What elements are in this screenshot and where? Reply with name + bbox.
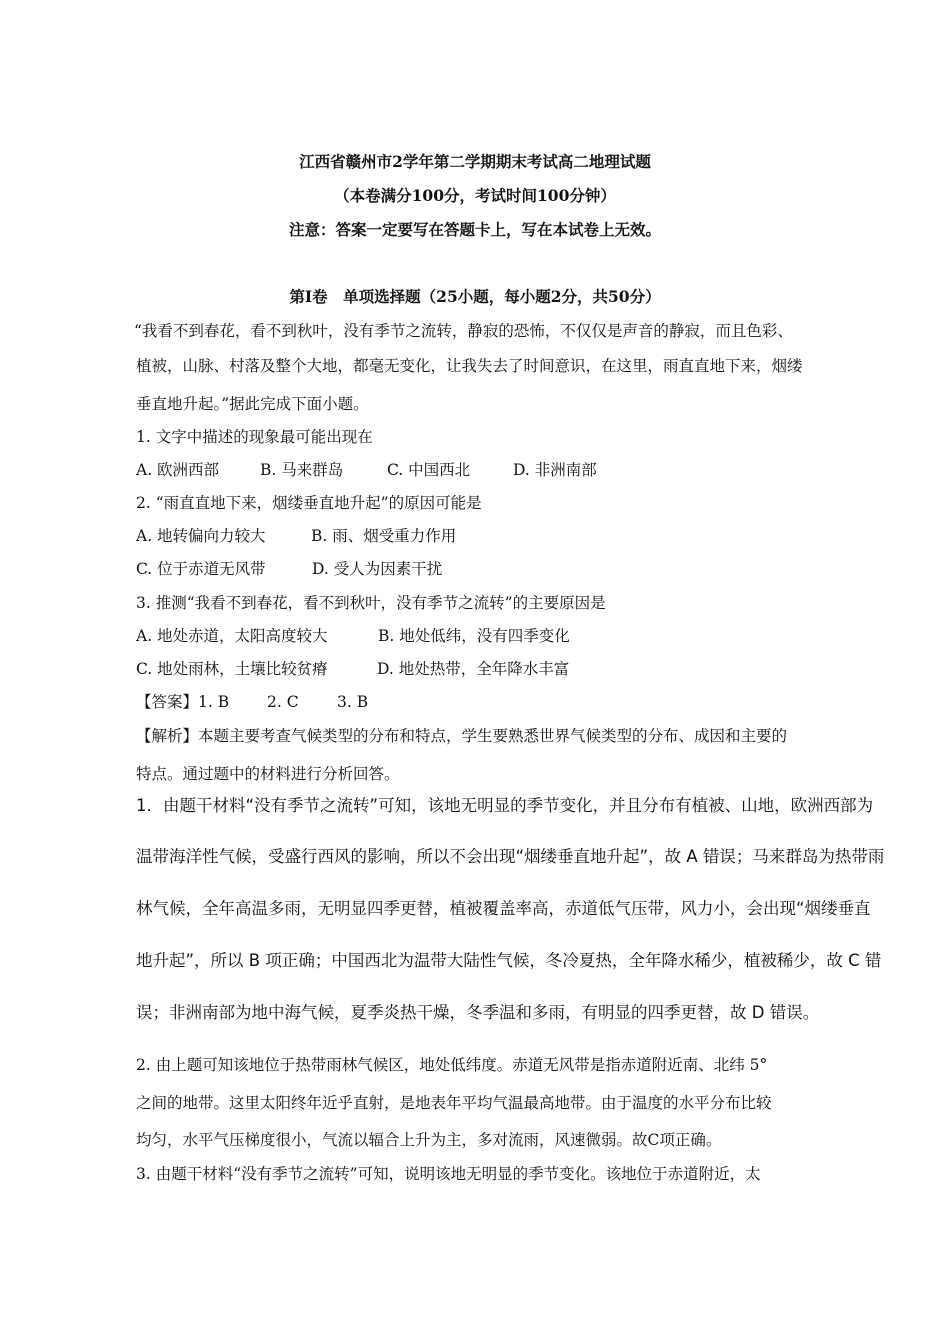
exam-notice: 注意：答案一定要写在答题卡上，写在本试卷上无效。 xyxy=(288,220,661,239)
option-a: A. 地转偏向力较大 xyxy=(136,527,266,545)
answer-line xyxy=(136,692,368,712)
option-d: D. 非洲南部 xyxy=(513,461,597,479)
exam-subtitle: （本卷满分100分，考试时间100分钟） xyxy=(334,186,616,205)
passage-line: “我看不到春花，看不到秋叶，没有季节之流转，静寂的恐怖，不仅仅是声音的静寂，而且色彩、 xyxy=(134,322,793,340)
question-stem: 2. “雨直直地下来，烟缕垂直地升起”的原因可能是 xyxy=(136,494,482,512)
question-stem: 3. 推测“我看不到春花，看不到秋叶，没有季节之流转”的主要原因是 xyxy=(136,594,606,612)
analysis-q2-line: 2. 由上题可知该地位于热带雨林气候区，地处低纬度。赤道无风带是指赤道附近南、北纬 5° xyxy=(136,1056,768,1074)
analysis-q1-line: 1．由题干材料“没有季节之流转”可知，该地无明显的季节变化，并且分布有植被、山地，欧洲西部为 xyxy=(136,796,874,815)
option-b: B. 雨、烟受重力作用 xyxy=(311,527,457,545)
answer-label: 【答案】 xyxy=(136,693,199,711)
question-options xyxy=(136,626,570,646)
option-b: B. 地处低纬，没有四季变化 xyxy=(378,627,570,645)
analysis-line: 特点。通过题中的材料进行分析回答。 xyxy=(136,765,400,783)
question-options xyxy=(136,526,456,546)
exam-title: 江西省赣州市2学年第二学期期末考试高二地理试题 xyxy=(299,152,651,171)
option-d: D. 地处热带，全年降水丰富 xyxy=(377,660,570,678)
option-a: A. 地处赤道，太阳高度较大 xyxy=(136,627,328,645)
option-a: A. 欧洲西部 xyxy=(136,461,220,479)
analysis-q2-line: 之间的地带。这里太阳终年近乎直射，是地表年平均气温最高地带。由于温度的水平分布比较 xyxy=(136,1094,772,1112)
analysis-q1-line: 地升起”，所以 B 项正确；中国西北为温带大陆性气候，冬冷夏热，全年降水稀少，植被稀少，故 C 错 xyxy=(136,951,882,970)
option-c: C. 位于赤道无风带 xyxy=(136,560,266,578)
analysis-q1-line: 林气候，全年高温多雨，无明显四季更替，植被覆盖率高，赤道低气压带，风力小，会出现“烟缕垂直 xyxy=(136,899,871,918)
passage-line: 植被，山脉、村落及整个大地，都毫无变化，让我失去了时间意识，在这里，雨直直地下来，烟缕 xyxy=(136,357,803,375)
answer-item: 2. C xyxy=(267,693,299,711)
question-options xyxy=(136,659,569,679)
option-b: B. 马来群岛 xyxy=(260,461,344,479)
analysis-q3-line: 3. 由题干材料“没有季节之流转”可知，说明该地无明显的季节变化。该地位于赤道附近，太 xyxy=(136,1165,761,1183)
passage-line: 垂直地升起。”据此完成下面小题。 xyxy=(136,395,369,413)
answer-item: 1. B xyxy=(198,693,230,711)
analysis-q1-line: 温带海洋性气候，受盛行西风的影响，所以不会出现“烟缕垂直地升起”，故 A 错误；马来群岛为热带雨 xyxy=(136,847,885,866)
option-c: C. 地处雨林，土壤比较贫瘠 xyxy=(136,660,328,678)
question-stem: 1. 文字中描述的现象最可能出现在 xyxy=(136,428,373,446)
question-options xyxy=(136,460,597,480)
option-d: D. 受人为因素干扰 xyxy=(312,560,443,578)
analysis-q1-line: 误；非洲南部为地中海气候，夏季炎热干燥，冬季温和多雨，有明显的四季更替，故 D 错误。 xyxy=(136,1003,820,1022)
analysis-q2-line: 均匀，水平气压梯度很小，气流以辐合上升为主，多对流雨，风速微弱。故C项正确。 xyxy=(136,1131,722,1149)
question-options xyxy=(136,559,442,579)
section-title: 第Ⅰ卷 单项选择题（25小题，每小题2分，共50分） xyxy=(289,287,661,306)
analysis-line: 【解析】本题主要考查气候类型的分布和特点，学生要熟悉世界气候类型的分布、成因和主要的 xyxy=(136,727,788,745)
option-c: C. 中国西北 xyxy=(387,461,471,479)
answer-item: 3. B xyxy=(337,693,369,711)
